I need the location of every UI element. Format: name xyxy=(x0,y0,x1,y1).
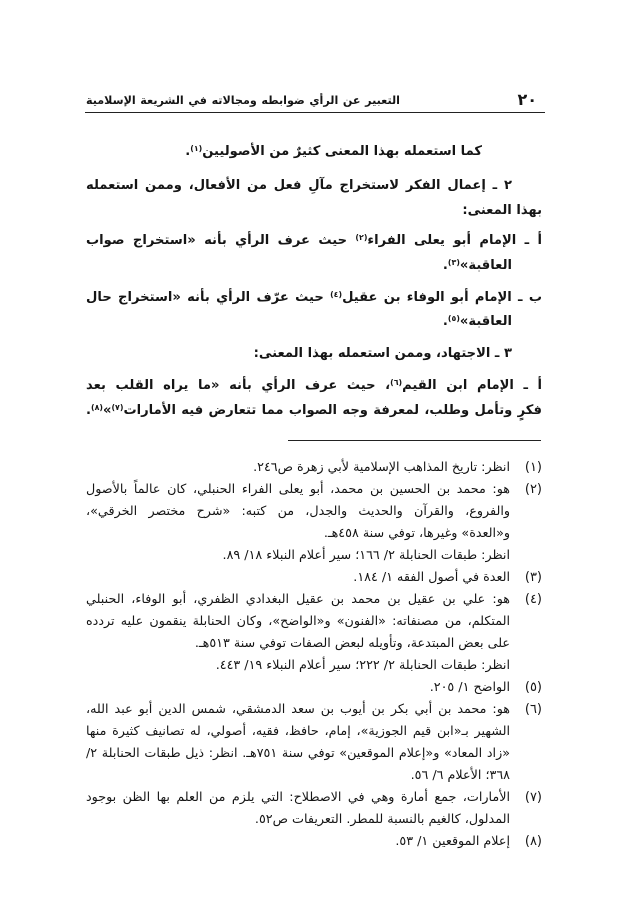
footnote xyxy=(86,787,542,831)
footnote-number: (٥) xyxy=(524,680,542,695)
line-content xyxy=(86,403,542,418)
footnote-ref: (٨) xyxy=(90,402,103,412)
footnote-line xyxy=(86,677,542,699)
body-line xyxy=(102,138,482,166)
line-content xyxy=(86,290,542,305)
running-title xyxy=(86,90,400,112)
line-text: حيث عرّف الرأي بأنه «استخراج حال xyxy=(86,290,331,305)
footnote-line xyxy=(86,655,542,677)
footnote-ref: (٢) xyxy=(355,232,368,242)
footnote-line xyxy=(86,457,542,479)
footnote xyxy=(86,677,542,699)
line-content xyxy=(443,258,512,273)
line-content xyxy=(86,233,542,248)
line-text: ب ـ الإمام أبو الوفاء بن عقيل xyxy=(342,290,542,305)
footnote-number: (٦) xyxy=(524,702,542,717)
body-line xyxy=(86,372,542,400)
footnote xyxy=(86,457,542,479)
footnote-number: (٣) xyxy=(524,570,542,585)
line-text: كما استعمله بهذا المعنى كثيرٌ من الأصوليين xyxy=(202,144,482,159)
line-text: فكرٍ وتأمل وطلب، لمعرفة وجه الصواب مما تتعارض فيه الأمارات xyxy=(123,403,542,418)
body-line xyxy=(212,308,512,336)
footnote-text: المدلول، كالغيم بالنسبة للمطر. التعريفات ص٥٢. xyxy=(254,812,510,827)
line-content xyxy=(86,378,542,393)
line-text: أ ـ الإمام ابن القيم xyxy=(402,378,542,393)
line-text: . xyxy=(442,258,448,273)
footnote xyxy=(86,589,542,677)
page-number xyxy=(497,88,537,112)
line-text: حيث عرف الرأي بأنه «استخراج صواب xyxy=(86,233,356,248)
footnote-line xyxy=(86,699,542,721)
footnote-text: الواضح ١/ ٢٠٥. xyxy=(429,680,510,695)
footnote-ref: (١) xyxy=(190,143,203,153)
footnote-text: والفروع، والقرآن والحديث والجدل، من كتبه: «شرح مختصر الخرقي»، xyxy=(86,504,510,519)
footnote-number: (٤) xyxy=(524,592,542,607)
line-text: . xyxy=(185,144,191,159)
footnote-text: هو: محمد بن أبي بكر بن أيوب بن سعد الدمشقي، شمس الدين أبو عبد الله، xyxy=(86,702,510,717)
footnote-line xyxy=(86,743,542,765)
page-number-text: ٢٠ xyxy=(517,90,537,109)
footnote-line xyxy=(86,479,542,501)
footnote-ref: (٦) xyxy=(390,377,403,387)
footnote xyxy=(86,831,542,853)
header-rule xyxy=(85,112,545,113)
footnote-ref: (٧) xyxy=(111,402,124,412)
running-title-text: التعبير عن الرأي ضوابطه ومجالاته في الشريعة الإسلامية xyxy=(86,94,400,107)
line-content xyxy=(443,314,512,329)
footnote-separator xyxy=(288,440,541,441)
footnote xyxy=(86,567,542,589)
footnote-line xyxy=(86,721,542,743)
footnote-text: «زاد المعاد» و«إعلام الموقعين» توفي سنة ٧٥١هـ. انظر: ذيل طبقات الحنابلة ٢/ xyxy=(85,746,510,761)
footnote-number: (٧) xyxy=(524,790,542,805)
footnote-line xyxy=(86,765,542,787)
footnote xyxy=(86,699,542,787)
line-text: أ ـ الإمام أبو يعلى الفراء xyxy=(367,233,542,248)
line-text: » xyxy=(102,403,112,418)
footnote-text: انظر: طبقات الحنابلة ٢/ ٢٢٢؛ سير أعلام النبلاء ١٩/ ٤٤٣. xyxy=(215,658,510,673)
line-text: ، حيث عرف الرأي بأنه «ما يراه القلب بعد xyxy=(86,378,391,393)
line-text: ٣ ـ الاجتهاد، وممن استعمله بهذا المعنى: xyxy=(253,346,512,361)
footnote-text: هو: علي بن عقيل بن محمد بن عقيل البغدادي الظفري، أبو الوفاء، الحنبلي xyxy=(86,592,510,607)
footnote-text: ٣٦٨؛ الأعلام ٦/ ٥٦. xyxy=(410,768,510,783)
footnote-number: (٨) xyxy=(524,834,542,849)
footnote-text: انظر: تاريخ المذاهب الإسلامية لأبي زهرة ص٢٤٦. xyxy=(253,460,510,475)
footnote-ref: (٣) xyxy=(447,257,460,267)
body-line xyxy=(86,172,512,200)
footnote-line xyxy=(86,501,542,523)
footnote-text: انظر: طبقات الحنابلة ٢/ ١٦٦؛ سير أعلام النبلاء ١٨/ ٨٩. xyxy=(222,548,510,563)
footnote-line xyxy=(86,611,542,633)
line-text: بهذا المعنى: xyxy=(462,203,542,218)
footnote-text: على بعض المبتدعة، وتأويله لبعض الصفات توفي سنة ٥١٣هـ. xyxy=(194,636,510,651)
body-line xyxy=(86,227,542,255)
footnote-line xyxy=(86,831,542,853)
footnote-text: المتكلم، من مصنفاته: «الفنون» و«الواضح»، وكان الحنابلة ينقمون عليه تردده xyxy=(86,614,510,629)
line-content xyxy=(185,144,482,159)
footnote-line xyxy=(86,567,542,589)
footnote-line xyxy=(86,809,542,831)
line-text: . xyxy=(442,314,448,329)
footnote-number: (١) xyxy=(524,460,542,475)
footnote-number: (٢) xyxy=(524,482,542,497)
line-text: العاقبة» xyxy=(459,258,512,273)
footnote-text: و«العدة» وغيرها، توفي سنة ٤٥٨هـ. xyxy=(323,526,510,541)
footnotes xyxy=(86,457,542,853)
footnote xyxy=(86,479,542,567)
footnote-line xyxy=(86,787,542,809)
body-line xyxy=(242,197,542,225)
footnote-text: الأمارات، جمع أمارة وهي في الاصطلاح: التي يلزم من العلم بها الظن بوجود xyxy=(86,790,510,805)
footnote-line xyxy=(86,523,542,545)
footnote-text: إعلام الموقعين ١/ ٥٣. xyxy=(395,834,510,849)
line-text: العاقبة» xyxy=(459,314,512,329)
footnote-line xyxy=(86,545,542,567)
line-text: . xyxy=(86,403,91,418)
footnote-line xyxy=(86,589,542,611)
footnote-text: هو: محمد بن الحسين بن محمد، أبو يعلى الفراء الحنبلي، كان عالماً بالأصول xyxy=(86,482,510,497)
footnote-line xyxy=(86,633,542,655)
body-line xyxy=(86,397,542,425)
line-text: ٢ ـ إعمال الفكر لاستخراج مآلِ فعل من الأفعال، وممن استعمله xyxy=(86,178,512,193)
body-line xyxy=(92,340,512,368)
body-line xyxy=(212,252,512,280)
footnote-text: الشهير بـ«ابن قيم الجوزية»، إمام، حافظ، فقيه، أصولي، له تصانيف كثيرة منها xyxy=(86,724,510,739)
footnote-ref: (٤) xyxy=(330,289,343,299)
footnote-text: العدة في أصول الفقه ١/ ١٨٤. xyxy=(353,570,510,585)
footnote-ref: (٥) xyxy=(447,313,460,323)
